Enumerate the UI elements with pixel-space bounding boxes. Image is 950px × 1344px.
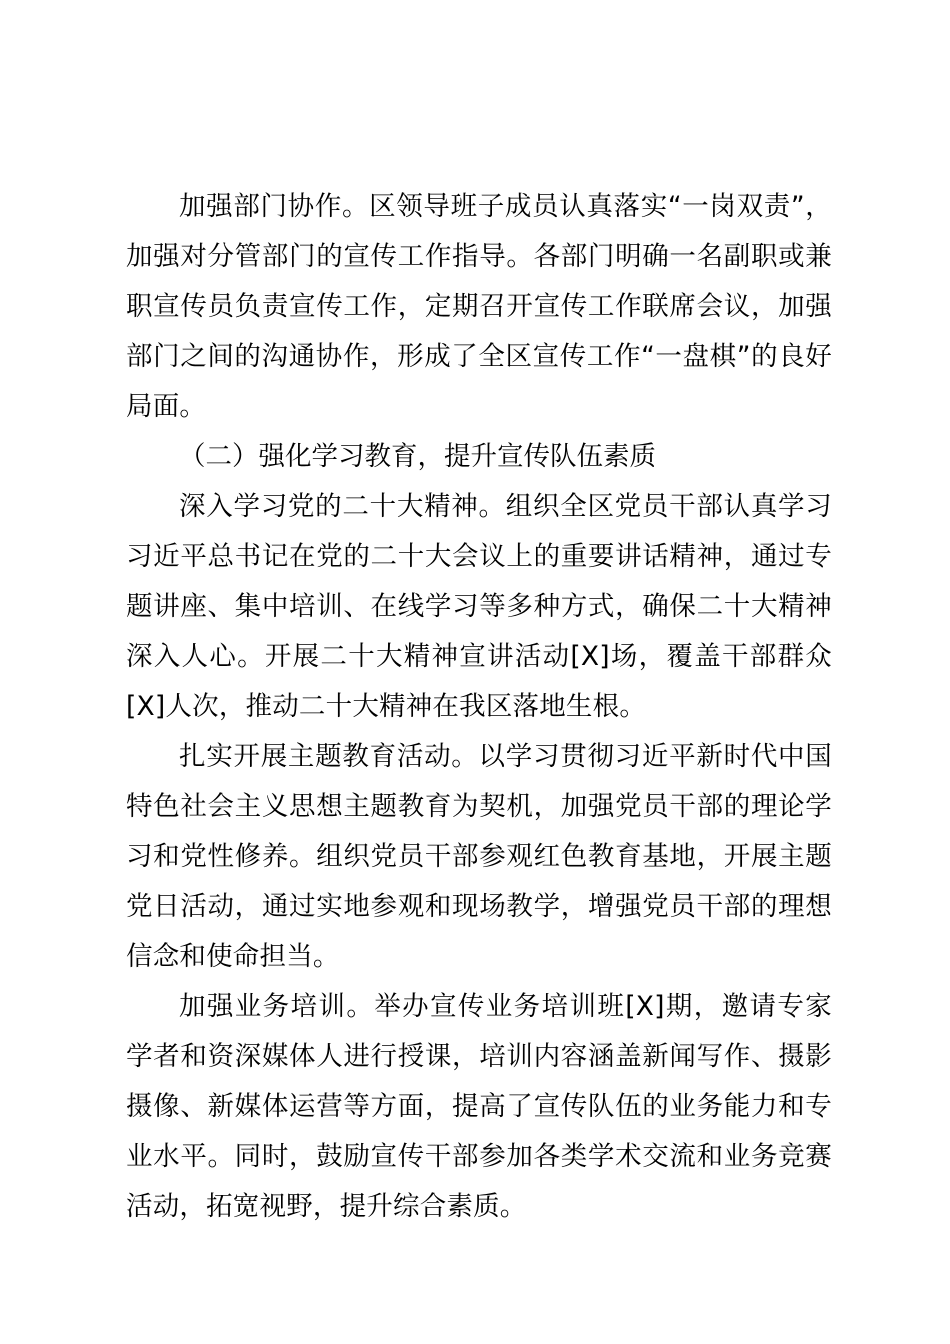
paragraph-department-collaboration: 加强部门协作。区领导班子成员认真落实“一岗双责”，加强对分管部门的宣传工作指导。各部门明确一名副职或兼职宣传员负责宣传工作，定期召开宣传工作联席会议，加强部门之间的沟通协作，形成了全区宣传工作“一盘棋”的良好局面。 bbox=[126, 191, 832, 422]
paragraph-business-training: 加强业务培训。举办宣传业务培训班[X]期，邀请专家学者和资深媒体人进行授课，培训内容涵盖新闻写作、摄影摄像、新媒体运营等方面，提高了宣传队伍的业务能力和专业水平。同时，鼓励宣传干部参加各类学术交流和业务竞赛活动，拓宽视野，提升综合素质。 bbox=[126, 991, 832, 1222]
document-body bbox=[126, 182, 832, 1232]
paragraph-twentieth-congress-study: 深入学习党的二十大精神。组织全区党员干部认真学习习近平总书记在党的二十大会议上的重要讲话精神，通过专题讲座、集中培训、在线学习等多种方式，确保二十大精神深入人心。开展二十大精神宣讲活动[X]场，覆盖干部群众[X]人次，推动二十大精神在我区落地生根。 bbox=[126, 491, 832, 722]
paragraph-theme-education: 扎实开展主题教育活动。以学习贯彻习近平新时代中国特色社会主义思想主题教育为契机，加强党员干部的理论学习和党性修养。组织党员干部参观红色教育基地，开展主题党日活动，通过实地参观和现场教学，增强党员干部的理想信念和使命担当。 bbox=[126, 741, 832, 972]
section-heading-study-education: （二）强化学习教育，提升宣传队伍素质 bbox=[179, 441, 656, 472]
